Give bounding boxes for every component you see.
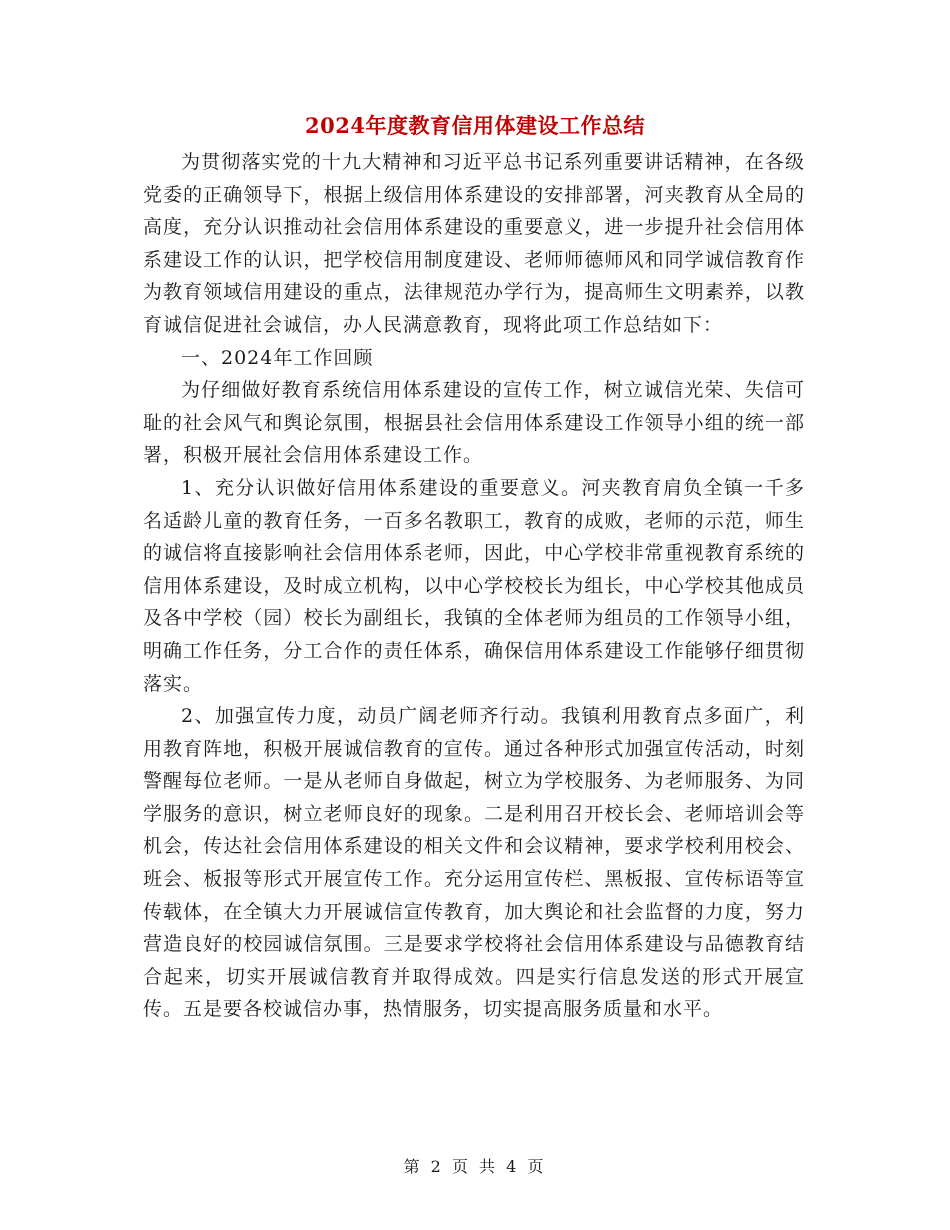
page-footer: 第 2 页 共 4 页 bbox=[403, 1157, 547, 1176]
paragraph-item-1: 1、充分认识做好信用体系建设的重要意义。河夹教育肩负全镇一千多名适龄儿童的教育任务，一百多名教职工，教育的成败，老师的示范，师生的诚信将直接影响社会信用体系老师，因此，中心学校非常重视教育系统的信用体系建设，及时成立机构，以中心学校校长为组长，中心学校其他成员及各中学校（园）校长为副组长，我镇的全体老师为组员的工作领导小组，明确工作任务，分工合作的责任体系，确保信用体系建设工作能够仔细贯彻落实。 bbox=[143, 476, 805, 695]
paragraph-item-2: 2、加强宣传力度，动员广阔老师齐行动。我镇利用教育点多面广，利用教育阵地，积极开展诚信教育的宣传。通过各种形式加强宣传活动，时刻警醒每位老师。一是从老师自身做起，树立为学校服务、为老师服务、为同学服务的意识，树立老师良好的现象。二是利用召开校长会、老师培训会等机会，传达社会信用体系建设的相关文件和会议精神，要求学校利用校会、班会、板报等形式开展宣传工作。充分运用宣传栏、黑板报、宣传标语等宣传载体，在全镇大力开展诚信宣传教育，加大舆论和社会监督的力度，努力营造良好的校园诚信氛围。三是要求学校将社会信用体系建设与品德教育结合起来，切实开展诚信教育并取得成效。四是实行信息发送的形式开展宣传。五是要各校诚信办事，热情服务，切实提高服务质量和水平。 bbox=[143, 705, 805, 1021]
section-heading-review: 一、2024年工作回顾 bbox=[181, 346, 374, 369]
paragraph-overview: 为仔细做好教育系统信用体系建设的宣传工作，树立诚信光荣、失信可耻的社会风气和舆论氛围，根据县社会信用体系建设工作领导小组的统一部署，积极开展社会信用体系建设工作。 bbox=[143, 379, 805, 467]
document-title: 2024年度教育信用体建设工作总结 bbox=[305, 113, 645, 138]
paragraph-intro: 为贯彻落实党的十九大精神和习近平总书记系列重要讲话精神，在各级党委的正确领导下，根据上级信用体系建设的安排部署，河夹教育从全局的高度，充分认识推动社会信用体系建设的重要意义，进一步提升社会信用体系建设工作的认识，把学校信用制度建设、老师师德师风和同学诚信教育作为教育领域信用建设的重点，法律规范办学行为，提高师生文明素养，以教育诚信促进社会诚信，办人民满意教育，现将此项工作总结如下： bbox=[143, 151, 805, 336]
document-body bbox=[143, 146, 805, 1026]
